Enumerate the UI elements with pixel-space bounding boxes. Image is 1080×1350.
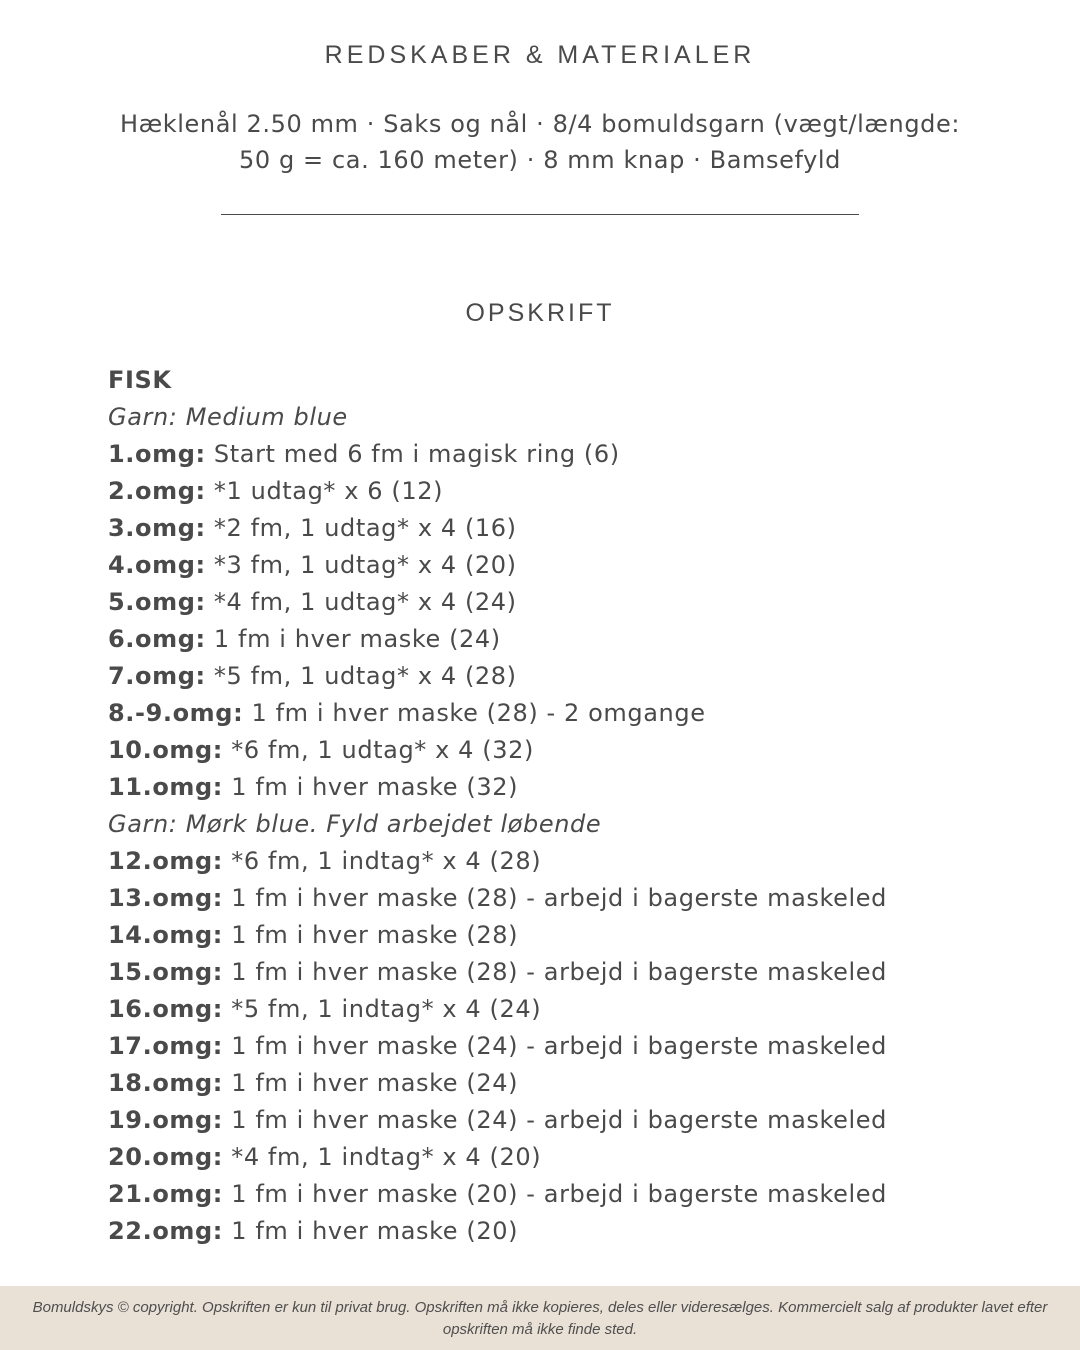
round-instruction: *2 fm, 1 udtag* x 4 (16) <box>205 514 517 542</box>
round-instruction: 1 fm i hver maske (28) <box>223 921 519 949</box>
round-label: 17.omg: <box>108 1032 223 1060</box>
round-label: 13.omg: <box>108 884 223 912</box>
section-divider <box>221 214 859 215</box>
round-instruction: Start med 6 fm i magisk ring (6) <box>205 440 620 468</box>
round-label: 12.omg: <box>108 847 223 875</box>
round-line <box>108 473 1008 510</box>
round-label: 6.omg: <box>108 625 206 653</box>
round-label: 16.omg: <box>108 995 223 1023</box>
round-instruction: *5 fm, 1 indtag* x 4 (24) <box>223 995 542 1023</box>
round-line <box>108 658 1008 695</box>
round-line <box>108 1176 1008 1213</box>
round-label: 7.omg: <box>108 662 206 690</box>
round-line <box>108 436 1008 473</box>
yarn-note: Garn: Mørk blue. Fyld arbejdet løbende <box>108 810 602 838</box>
round-line <box>108 1065 1008 1102</box>
round-instruction: 1 fm i hver maske (28) - arbejd i bagerste maskeled <box>223 884 887 912</box>
round-line <box>108 769 1008 806</box>
round-label: 5.omg: <box>108 588 206 616</box>
round-instruction: *4 fm, 1 indtag* x 4 (20) <box>223 1143 542 1171</box>
materials-line-2: 50 g = ca. 160 meter) · 8 mm knap · Bamsefyld <box>239 146 841 174</box>
section-title: FISK <box>108 366 172 394</box>
round-line <box>108 1102 1008 1139</box>
round-line <box>108 547 1008 584</box>
round-line <box>108 1213 1008 1250</box>
recipe-heading: OPSKRIFT <box>465 299 615 327</box>
round-label: 22.omg: <box>108 1217 223 1245</box>
round-line <box>108 917 1008 954</box>
round-label: 14.omg: <box>108 921 223 949</box>
round-instruction: 1 fm i hver maske (24) <box>205 625 501 653</box>
recipe-body <box>108 362 1008 1250</box>
round-line <box>108 843 1008 880</box>
round-label: 1.omg: <box>108 440 206 468</box>
round-label: 2.omg: <box>108 477 206 505</box>
copyright-footer <box>0 1286 1080 1350</box>
round-label: 19.omg: <box>108 1106 223 1134</box>
round-list-medium-blue <box>108 436 1008 806</box>
round-line <box>108 695 1008 732</box>
round-line <box>108 880 1008 917</box>
round-label: 18.omg: <box>108 1069 223 1097</box>
round-instruction: *6 fm, 1 indtag* x 4 (28) <box>223 847 542 875</box>
copyright-text: Bomuldskys © copyright. Opskriften er kun til privat brug. Opskriften må ikke kopieres, deles eller videresælges. Kommercielt salg af produkter lavet efter opskriften må ikke finde sted. <box>32 1299 1048 1338</box>
round-line <box>108 621 1008 658</box>
round-instruction: 1 fm i hver maske (28) - 2 omgange <box>243 699 706 727</box>
round-line <box>108 991 1008 1028</box>
round-instruction: *3 fm, 1 udtag* x 4 (20) <box>205 551 517 579</box>
round-label: 8.-9.omg: <box>108 699 244 727</box>
round-instruction: 1 fm i hver maske (24) - arbejd i bagerste maskeled <box>223 1032 887 1060</box>
round-line <box>108 732 1008 769</box>
round-instruction: 1 fm i hver maske (32) <box>223 773 519 801</box>
round-instruction: 1 fm i hver maske (24) - arbejd i bagerste maskeled <box>223 1106 887 1134</box>
round-list-dark-blue <box>108 843 1008 1250</box>
round-label: 15.omg: <box>108 958 223 986</box>
materials-heading: REDSKABER & MATERIALER <box>324 41 756 69</box>
round-line <box>108 1139 1008 1176</box>
round-instruction: *6 fm, 1 udtag* x 4 (32) <box>223 736 534 764</box>
round-instruction: 1 fm i hver maske (28) - arbejd i bagerste maskeled <box>223 958 887 986</box>
round-label: 20.omg: <box>108 1143 223 1171</box>
round-instruction: *5 fm, 1 udtag* x 4 (28) <box>205 662 517 690</box>
round-line <box>108 584 1008 621</box>
round-line <box>108 1028 1008 1065</box>
round-label: 10.omg: <box>108 736 223 764</box>
round-line <box>108 954 1008 991</box>
materials-line-1: Hæklenål 2.50 mm · Saks og nål · 8/4 bomuldsgarn (vægt/længde: <box>119 110 961 138</box>
round-instruction: 1 fm i hver maske (20) <box>223 1217 519 1245</box>
round-label: 11.omg: <box>108 773 223 801</box>
round-label: 3.omg: <box>108 514 206 542</box>
materials-list <box>90 106 990 178</box>
round-label: 21.omg: <box>108 1180 223 1208</box>
round-instruction: 1 fm i hver maske (20) - arbejd i bagerste maskeled <box>223 1180 887 1208</box>
round-instruction: *4 fm, 1 udtag* x 4 (24) <box>205 588 517 616</box>
round-line <box>108 510 1008 547</box>
yarn-note: Garn: Medium blue <box>108 403 348 431</box>
round-instruction: *1 udtag* x 6 (12) <box>205 477 444 505</box>
round-instruction: 1 fm i hver maske (24) <box>223 1069 519 1097</box>
round-label: 4.omg: <box>108 551 206 579</box>
